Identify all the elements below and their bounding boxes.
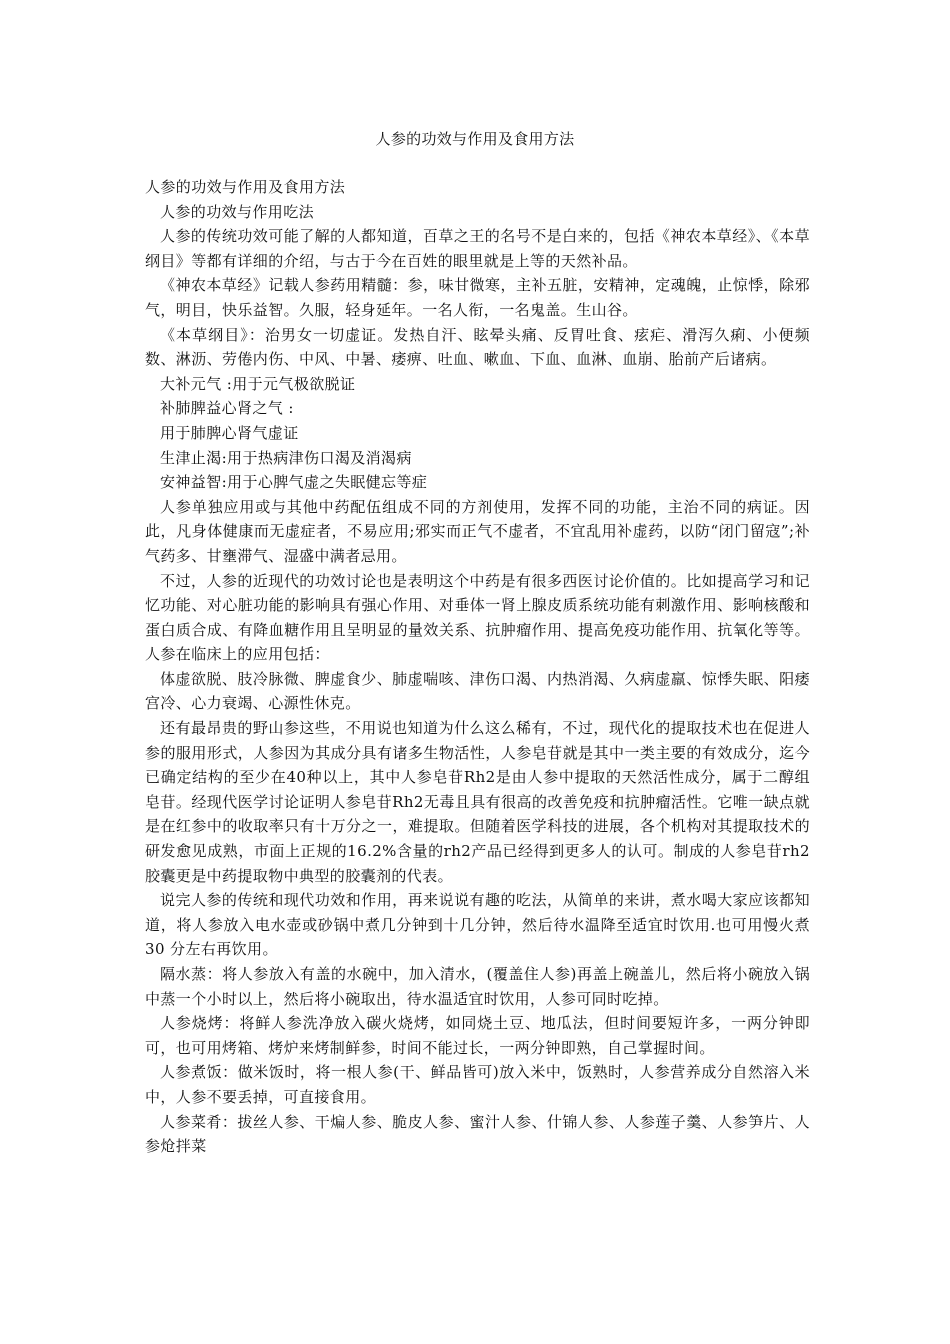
body-paragraph: 隔水蒸：将人参放入有盖的水碗中，加入清水，(覆盖住人参)再盖上碗盖儿，然后将小碗放入锅中蒸一个小时以上，然后将小碗取出，待水温适宜时饮用，人参可同时吃掉。	[145, 965, 810, 1008]
body-paragraph: 人参的传统功效可能了解的人都知道，百草之王的名号不是白来的，包括《神农本草经》、《本草纲目》等都有详细的介绍，与古于今在百姓的眼里就是上等的天然补品。	[145, 227, 810, 270]
body-paragraph: 用于肺脾心肾气虚证	[160, 423, 299, 442]
body-paragraph: 生津止渴:用于热病津伤口渴及消渴病	[160, 448, 412, 467]
body-paragraph: 补肺脾益心肾之气 :	[160, 399, 294, 418]
body-paragraph: 人参单独应用或与其他中药配伍组成不同的方剂使用，发挥不同的功能，主治不同的病证。因此，凡身体健康而无虚症者，不易应用;邪实而正气不虚者，不宜乱用补虚药，以防“闭门留寇”;补气药多、甘壅滞气、湿盛中满者忌用。	[145, 497, 810, 565]
body-paragraph: 安神益智:用于心脾气虚之失眠健忘等症	[160, 473, 428, 492]
body-paragraph: 说完人参的传统和现代功效和作用，再来说说有趣的吃法，从简单的来讲，煮水喝大家应该都知道，将人参放入电水壶或砂锅中煮几分钟到十几分钟，然后待水温降至适宜时饮用.也可用慢火煮30 分左右再饮用。	[145, 891, 810, 959]
body-paragraph: 《本草纲目》：治男女一切虚证。发热自汗、眩晕头痛、反胃吐食、痃疟、滑泻久痢、小便频数、淋沥、劳倦内伤、中风、中暑、痿痹、吐血、嗽血、下血、血淋、血崩、胎前产后诸病。	[145, 325, 810, 369]
body-paragraph: 体虚欲脱、肢冷脉微、脾虚食少、肺虚喘咳、津伤口渴、内热消渴、久病虚羸、惊悸失眠、阳痿宫冷、心力衰竭、心源性休克。	[145, 669, 810, 713]
body-paragraph: 大补元气 :用于元气极欲脱证	[160, 374, 356, 393]
body-paragraph: 人参的功效与作用吃法	[160, 202, 315, 221]
body-paragraph: 人参煮饭：做米饭时，将一根人参(干、鲜品皆可)放入米中，饭熟时，人参营养成分自然溶入米中，人参不要丢掉，可直接食用。	[145, 1063, 810, 1106]
body-paragraph: 人参烧烤：将鲜人参洗净放入碳火烧烤，如同烧土豆、地瓜法，但时间要短许多，一两分钟即可，也可用烤箱、烤炉来烤制鲜参，时间不能过长，一两分钟即熟，自己掌握时间。	[145, 1014, 810, 1057]
body-paragraph: 不过，人参的近现代的功效讨论也是表明这个中药是有很多西医讨论价值的。比如提高学习和记忆功能、对心脏功能的影响具有强心作用、对垂体一肾上腺皮质系统功能有刺激作用、影响核酸和蛋白质合成、有降血糖作用且呈明显的量效关系、抗肿瘤作用、提高免疫功能作用、抗氧化等等。人参在临床上的应用包括：	[145, 571, 810, 664]
body-paragraph: 人参的功效与作用及食用方法	[145, 178, 346, 196]
body-paragraph: 还有最昂贵的野山参这些，不用说也知道为什么这么稀有，不过，现代化的提取技术也在促进人参的服用形式，人参因为其成分具有诸多生物活性，人参皂苷就是其中一类主要的有效成分，迄今已确定结构的至少在40种以上，其中人参皂苷Rh2是由人参中提取的天然活性成分，属于二醇组皂苷。经现代医学讨论证明人参皂苷Rh2无毒且具有很高的改善免疫和抗肿瘤活性。它唯一缺点就是在红参中的收取率只有十万分之一，难提取。但随着医学科技的进展，各个机构对其提取技术的研发愈见成熟，市面上正规的16.2%含量的rh2产品已经得到更多人的认可。制成的人参皂苷rh2胶囊更是中药提取物中典型的胶囊剂的代表。	[145, 719, 810, 885]
body-paragraph: 《神农本草经》记载人参药用精髓：参，味甘微寒，主补五脏，安精神，定魂魄，止惊悸，除邪气，明目，快乐益智。久服，轻身延年。一名人衔，一名鬼盖。生山谷。	[145, 276, 810, 319]
document-title: 人参的功效与作用及食用方法	[375, 130, 575, 148]
document-body	[145, 175, 810, 1159]
body-paragraph: 人参菜肴：拔丝人参、干煸人参、脆皮人参、蜜汁人参、什锦人参、人参莲子羹、人参笋片、人参炝拌菜	[145, 1112, 810, 1156]
